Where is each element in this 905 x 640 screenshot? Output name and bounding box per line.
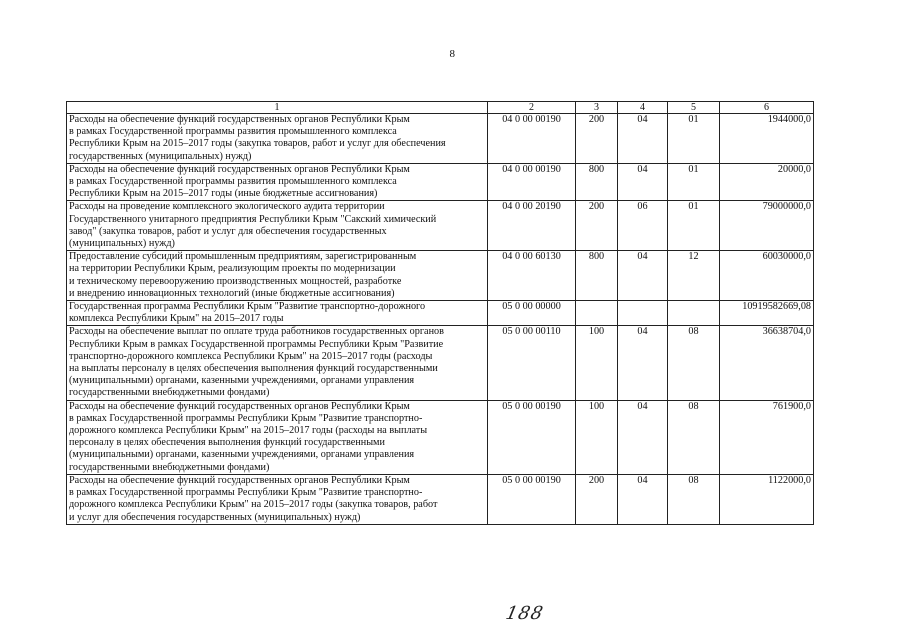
table-row bbox=[67, 114, 814, 164]
row-expense-type: 100 bbox=[576, 326, 618, 400]
row-amount: 1122000,0 bbox=[720, 474, 814, 524]
column-header: 3 bbox=[576, 102, 618, 114]
column-header: 5 bbox=[668, 102, 720, 114]
row-description: Предоставление субсидий промышленным предприятиям, зарегистрированным на территории Республики Крым, реализующим проекты по модернизации и техническому перевооружению производственных мощностей, разработке и внедрению инновационных технологий (иные бюджетные ассигнования) bbox=[67, 251, 488, 301]
row-description: Расходы на обеспечение функций государственных органов Республики Крым в рамках Государственной программы Республики Крым "Развитие транспортно- дорожного комплекса Республики Крым" на 2015–2017 годы (закупка товаров, работ и услуг для обеспечения государственных (муниципальных) нужд) bbox=[67, 474, 488, 524]
row-description: Расходы на обеспечение функций государственных органов Республики Крым в рамках Государственной программы Республики Крым "Развитие транспортно- дорожного комплекса Республики Крым" на 2015–2017 годы (расходы на выплаты персоналу в целях обеспечения выполнения функций государственными (муниципальными) органами, казенными учреждениями, органами управления государственными внебюджетными фондами) bbox=[67, 400, 488, 474]
row-expense-type: 200 bbox=[576, 201, 618, 251]
row-section: 04 bbox=[618, 114, 668, 164]
row-subsection: 01 bbox=[668, 201, 720, 251]
row-section: 04 bbox=[618, 163, 668, 201]
row-section: 04 bbox=[618, 400, 668, 474]
row-expense-type: 800 bbox=[576, 163, 618, 201]
row-target-code: 05 0 00 00000 bbox=[488, 301, 576, 326]
row-subsection: 08 bbox=[668, 326, 720, 400]
row-target-code: 04 0 00 60130 bbox=[488, 251, 576, 301]
row-section: 04 bbox=[618, 474, 668, 524]
row-target-code: 05 0 00 00190 bbox=[488, 474, 576, 524]
table-header-row bbox=[67, 102, 814, 114]
row-expense-type: 800 bbox=[576, 251, 618, 301]
table-row bbox=[67, 326, 814, 400]
row-description: Расходы на обеспечение функций государственных органов Республики Крым в рамках Государственной программы развития промышленного комплекса Республики Крым на 2015–2017 годы (иные бюджетные ассигнования) bbox=[67, 163, 488, 201]
row-target-code: 05 0 00 00110 bbox=[488, 326, 576, 400]
budget-table bbox=[66, 101, 814, 525]
row-section: 04 bbox=[618, 251, 668, 301]
row-description: Расходы на проведение комплексного экологического аудита территории Государственного унитарного предприятия Республики Крым "Сакский химический завод" (закупка товаров, работ и услуг для обеспечения государственных (муниципальных) нужд) bbox=[67, 201, 488, 251]
row-subsection: 01 bbox=[668, 163, 720, 201]
row-amount: 1944000,0 bbox=[720, 114, 814, 164]
row-target-code: 04 0 00 20190 bbox=[488, 201, 576, 251]
row-section bbox=[618, 301, 668, 326]
table-row bbox=[67, 474, 814, 524]
row-subsection bbox=[668, 301, 720, 326]
row-target-code: 04 0 00 00190 bbox=[488, 114, 576, 164]
row-subsection: 01 bbox=[668, 114, 720, 164]
row-amount: 60030000,0 bbox=[720, 251, 814, 301]
row-expense-type: 200 bbox=[576, 474, 618, 524]
column-header: 4 bbox=[618, 102, 668, 114]
row-subsection: 12 bbox=[668, 251, 720, 301]
row-target-code: 04 0 00 00190 bbox=[488, 163, 576, 201]
table-row bbox=[67, 251, 814, 301]
row-amount: 10919582669,08 bbox=[720, 301, 814, 326]
row-target-code: 05 0 00 00190 bbox=[488, 400, 576, 474]
row-expense-type bbox=[576, 301, 618, 326]
row-description: Расходы на обеспечение функций государственных органов Республики Крым в рамках Государственной программы развития промышленного комплекса Республики Крым на 2015–2017 годы (закупка товаров, работ и услуг для обеспечения государственных (муниципальных) нужд) bbox=[67, 114, 488, 164]
row-description: Расходы на обеспечение выплат по оплате труда работников государственных органов Республики Крым в рамках Государственной программы Республики Крым "Развитие транспортно-дорожного комплекса Республики Крым" на 2015–2017 годы (расходы на выплаты персоналу в целях обеспечения выполнения функций государственными (муниципальными) органами, казенными учреждениями, органами управления государственными внебюджетными фондами) bbox=[67, 326, 488, 400]
column-header: 6 bbox=[720, 102, 814, 114]
row-description: Государственная программа Республики Крым "Развитие транспортно-дорожного комплекса Республики Крым" на 2015–2017 годы bbox=[67, 301, 488, 326]
table-row bbox=[67, 400, 814, 474]
row-amount: 79000000,0 bbox=[720, 201, 814, 251]
row-amount: 36638704,0 bbox=[720, 326, 814, 400]
handwritten-page-number: 188 bbox=[503, 603, 546, 624]
page-number: 8 bbox=[449, 48, 456, 60]
row-expense-type: 200 bbox=[576, 114, 618, 164]
row-section: 04 bbox=[618, 326, 668, 400]
row-amount: 761900,0 bbox=[720, 400, 814, 474]
column-header: 1 bbox=[67, 102, 488, 114]
column-header: 2 bbox=[488, 102, 576, 114]
row-subsection: 08 bbox=[668, 474, 720, 524]
table-row bbox=[67, 201, 814, 251]
table-row bbox=[67, 163, 814, 201]
table-row bbox=[67, 301, 814, 326]
row-amount: 20000,0 bbox=[720, 163, 814, 201]
row-expense-type: 100 bbox=[576, 400, 618, 474]
row-section: 06 bbox=[618, 201, 668, 251]
row-subsection: 08 bbox=[668, 400, 720, 474]
